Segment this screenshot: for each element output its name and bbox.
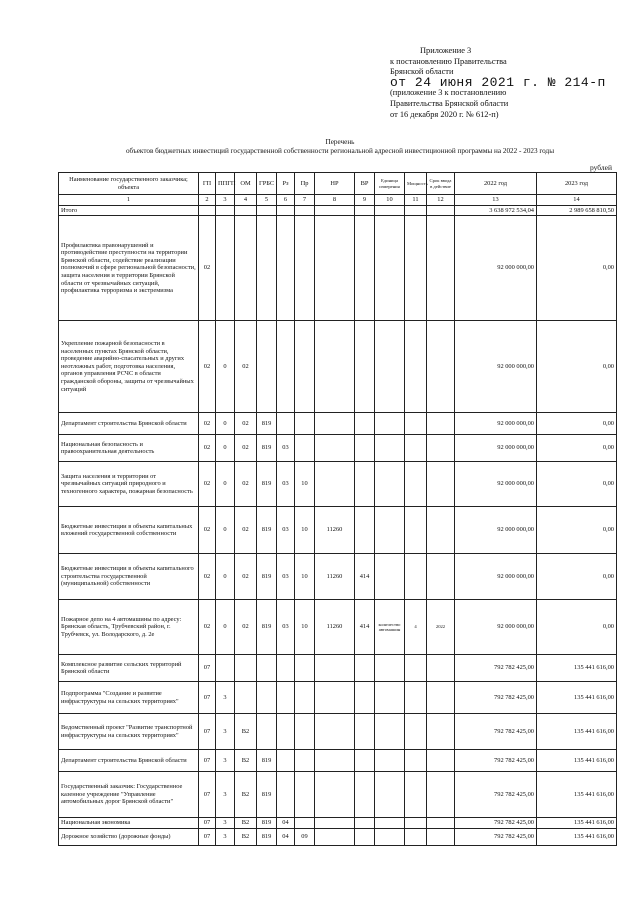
cell-y2022: 92 000 000,00 bbox=[455, 600, 537, 655]
cell-om: В2 bbox=[235, 818, 257, 829]
table-row bbox=[59, 600, 617, 655]
cell-ppgp: 0 bbox=[216, 507, 235, 554]
cell-power bbox=[405, 462, 427, 507]
cell-term bbox=[427, 682, 455, 714]
cell-pr bbox=[295, 750, 315, 772]
cell-ppgp: 3 bbox=[216, 714, 235, 750]
cell-ppgp: 3 bbox=[216, 750, 235, 772]
column-number: 10 bbox=[375, 195, 405, 206]
cell-rz: 04 bbox=[277, 828, 295, 845]
cell-term bbox=[427, 828, 455, 845]
col-header-pr: Пр bbox=[295, 173, 315, 195]
cell-term bbox=[427, 818, 455, 829]
cell-term bbox=[427, 462, 455, 507]
cell-gp: 02 bbox=[199, 507, 216, 554]
cell-y2022: 792 782 425,00 bbox=[455, 714, 537, 750]
title-line-1: Перечень bbox=[325, 138, 355, 146]
cell-term bbox=[427, 750, 455, 772]
cell-gp: 07 bbox=[199, 714, 216, 750]
column-number: 4 bbox=[235, 195, 257, 206]
cell-vr bbox=[355, 435, 375, 462]
cell-y2022: 792 782 425,00 bbox=[455, 750, 537, 772]
cell-pr: 10 bbox=[295, 462, 315, 507]
column-number: 2 bbox=[199, 195, 216, 206]
cell-vr bbox=[355, 828, 375, 845]
column-number: 5 bbox=[257, 195, 277, 206]
currency-unit: рублей bbox=[589, 163, 612, 172]
table-body bbox=[59, 205, 617, 845]
investment-table bbox=[58, 172, 617, 846]
cell-name: Государственный заказчик: Государственное казенное учреждение "Управление автомобильных дорог Брянской области" bbox=[59, 772, 199, 818]
cell-unit bbox=[375, 462, 405, 507]
cell-y2023: 135 441 616,00 bbox=[537, 655, 617, 682]
cell-pr bbox=[295, 772, 315, 818]
table-row bbox=[59, 554, 617, 600]
cell-unit bbox=[375, 772, 405, 818]
col-header-2023: 2023 год bbox=[537, 173, 617, 195]
cell-pr: 09 bbox=[295, 828, 315, 845]
cell-unit bbox=[375, 714, 405, 750]
cell-rz bbox=[277, 655, 295, 682]
cell-power bbox=[405, 714, 427, 750]
cell-y2022: 792 782 425,00 bbox=[455, 682, 537, 714]
cell-grbs bbox=[257, 714, 277, 750]
col-header-name: Наименование государственного заказчика; объекта bbox=[59, 173, 199, 195]
cell-om bbox=[235, 216, 257, 321]
table-row bbox=[59, 435, 617, 462]
cell-nr bbox=[315, 750, 355, 772]
cell-gp: 02 bbox=[199, 413, 216, 435]
cell-unit: количество автомашин bbox=[375, 600, 405, 655]
cell-term bbox=[427, 714, 455, 750]
cell-vr bbox=[355, 818, 375, 829]
cell-rz: 03 bbox=[277, 554, 295, 600]
cell-y2023: 0,00 bbox=[537, 216, 617, 321]
cell-grbs: 819 bbox=[257, 750, 277, 772]
cell-y2023: 0,00 bbox=[537, 507, 617, 554]
col-header-vr: ВР bbox=[355, 173, 375, 195]
table-row bbox=[59, 507, 617, 554]
cell-term bbox=[427, 435, 455, 462]
cell-gp: 02 bbox=[199, 462, 216, 507]
cell-y2022: 92 000 000,00 bbox=[455, 462, 537, 507]
cell-name: Укрепление пожарной безопасности в населенных пунктах Брянской области, проведение аварийно-спасательных и других неотложных работ, подготовка населения, органов управления РСЧС в области гражданской обороны, защиты от чрезвычайных ситуаций bbox=[59, 321, 199, 413]
cell-gp: 02 bbox=[199, 321, 216, 413]
column-number: 3 bbox=[216, 195, 235, 206]
cell-rz bbox=[277, 413, 295, 435]
cell-rz bbox=[277, 750, 295, 772]
cell-y2022: 792 782 425,00 bbox=[455, 772, 537, 818]
cell-y2023: 135 441 616,00 bbox=[537, 682, 617, 714]
cell-name: Итого bbox=[59, 205, 199, 216]
col-header-unit: Единица измерения bbox=[375, 173, 405, 195]
cell-ppgp bbox=[216, 216, 235, 321]
cell-unit bbox=[375, 682, 405, 714]
cell-unit bbox=[375, 554, 405, 600]
cell-power bbox=[405, 321, 427, 413]
cell-vr bbox=[355, 507, 375, 554]
cell-nr bbox=[315, 682, 355, 714]
cell-term bbox=[427, 507, 455, 554]
cell-grbs: 819 bbox=[257, 600, 277, 655]
document-header bbox=[390, 46, 630, 120]
cell-nr bbox=[315, 216, 355, 321]
cell-name: Дорожное хозяйство (дорожные фонды) bbox=[59, 828, 199, 845]
header-line-region: Брянской области bbox=[390, 67, 454, 77]
cell-power: 4 bbox=[405, 600, 427, 655]
cell-pr bbox=[295, 216, 315, 321]
cell-y2023: 0,00 bbox=[537, 600, 617, 655]
cell-ppgp: 3 bbox=[216, 828, 235, 845]
cell-om: 02 bbox=[235, 435, 257, 462]
table-row bbox=[59, 772, 617, 818]
cell-rz: 03 bbox=[277, 435, 295, 462]
cell-y2023: 0,00 bbox=[537, 554, 617, 600]
cell-nr bbox=[315, 655, 355, 682]
cell-name: Национальная экономика bbox=[59, 818, 199, 829]
cell-nr bbox=[315, 828, 355, 845]
cell-ppgp: 3 bbox=[216, 772, 235, 818]
cell-om: В2 bbox=[235, 772, 257, 818]
cell-vr bbox=[355, 750, 375, 772]
cell-vr bbox=[355, 205, 375, 216]
cell-term bbox=[427, 216, 455, 321]
cell-name: Департамент строительства Брянской области bbox=[59, 750, 199, 772]
cell-power bbox=[405, 682, 427, 714]
column-number: 12 bbox=[427, 195, 455, 206]
cell-rz bbox=[277, 682, 295, 714]
col-header-ppgp: ППГП bbox=[216, 173, 235, 195]
cell-grbs: 819 bbox=[257, 507, 277, 554]
column-number: 13 bbox=[455, 195, 537, 206]
cell-nr bbox=[315, 818, 355, 829]
cell-pr bbox=[295, 818, 315, 829]
cell-power bbox=[405, 413, 427, 435]
cell-y2022: 92 000 000,00 bbox=[455, 216, 537, 321]
title-line-2: объектов бюджетных инвестиций государственной собственности региональной адресной инвестиционной программы на 2022 - 2023 годы bbox=[125, 147, 555, 155]
header-line-prev-appendix: (приложение 3 к постановлению bbox=[390, 88, 507, 98]
cell-name: Ведомственный проект "Развитие транспортной инфраструктуры на сельских территориях" bbox=[59, 714, 199, 750]
cell-power bbox=[405, 205, 427, 216]
cell-nr bbox=[315, 435, 355, 462]
column-number: 6 bbox=[277, 195, 295, 206]
cell-ppgp: 0 bbox=[216, 413, 235, 435]
document-title bbox=[60, 138, 620, 156]
cell-y2023: 2 989 658 810,50 bbox=[537, 205, 617, 216]
cell-unit bbox=[375, 321, 405, 413]
cell-term bbox=[427, 413, 455, 435]
cell-name: Подпрограмма "Создание и развитие инфраструктуры на сельских территориях" bbox=[59, 682, 199, 714]
header-line-prev-government: Правительства Брянской области bbox=[390, 98, 509, 108]
cell-rz: 03 bbox=[277, 600, 295, 655]
cell-name: Пожарное депо на 4 автомашины по адресу: Брянская область, Трубчевский район, г. Трубчевск, ул. Володарского, д. 2е bbox=[59, 600, 199, 655]
cell-om: В2 bbox=[235, 714, 257, 750]
cell-name: Бюджетные инвестиции в объекты капитальных вложений государственной собственности bbox=[59, 507, 199, 554]
cell-unit bbox=[375, 216, 405, 321]
cell-y2023: 0,00 bbox=[537, 413, 617, 435]
cell-om: 02 bbox=[235, 413, 257, 435]
cell-unit bbox=[375, 507, 405, 554]
column-number: 11 bbox=[405, 195, 427, 206]
cell-gp: 07 bbox=[199, 828, 216, 845]
cell-rz: 04 bbox=[277, 818, 295, 829]
cell-om bbox=[235, 682, 257, 714]
cell-pr bbox=[295, 655, 315, 682]
header-line-to-resolution: к постановлению Правительства bbox=[390, 56, 507, 66]
cell-power bbox=[405, 828, 427, 845]
cell-nr bbox=[315, 714, 355, 750]
col-header-power: Мощность bbox=[405, 173, 427, 195]
cell-y2022: 792 782 425,00 bbox=[455, 655, 537, 682]
cell-nr bbox=[315, 321, 355, 413]
cell-unit bbox=[375, 413, 405, 435]
cell-vr: 414 bbox=[355, 600, 375, 655]
table-row bbox=[59, 216, 617, 321]
cell-y2023: 135 441 616,00 bbox=[537, 828, 617, 845]
cell-name: Профилактика правонарушений и противодействие преступности на территории Брянской области, содействие реализации полномочий в сфере региональной безопасности, защита населения и территории Брянской области от чрезвычайных ситуаций, профилактика терроризма и экстремизма bbox=[59, 216, 199, 321]
cell-om: 02 bbox=[235, 554, 257, 600]
cell-gp: 02 bbox=[199, 600, 216, 655]
cell-name: Национальная безопасность и правоохранительная деятельность bbox=[59, 435, 199, 462]
cell-gp: 07 bbox=[199, 655, 216, 682]
cell-term bbox=[427, 554, 455, 600]
cell-vr bbox=[355, 772, 375, 818]
cell-om: 02 bbox=[235, 507, 257, 554]
cell-pr bbox=[295, 321, 315, 413]
cell-grbs: 819 bbox=[257, 554, 277, 600]
cell-rz bbox=[277, 772, 295, 818]
cell-nr bbox=[315, 772, 355, 818]
column-number-row bbox=[59, 195, 617, 206]
cell-ppgp: 0 bbox=[216, 600, 235, 655]
table-row bbox=[59, 682, 617, 714]
cell-term bbox=[427, 655, 455, 682]
cell-vr bbox=[355, 655, 375, 682]
cell-grbs bbox=[257, 321, 277, 413]
cell-pr bbox=[295, 205, 315, 216]
cell-pr bbox=[295, 435, 315, 462]
col-header-om: ОМ bbox=[235, 173, 257, 195]
cell-y2022: 92 000 000,00 bbox=[455, 321, 537, 413]
header-line-appendix: Приложение 3 bbox=[420, 46, 472, 55]
cell-unit bbox=[375, 655, 405, 682]
cell-y2023: 135 441 616,00 bbox=[537, 818, 617, 829]
column-number: 14 bbox=[537, 195, 617, 206]
table-row bbox=[59, 413, 617, 435]
cell-om bbox=[235, 655, 257, 682]
cell-pr bbox=[295, 682, 315, 714]
table-row bbox=[59, 321, 617, 413]
cell-gp: 07 bbox=[199, 682, 216, 714]
cell-power bbox=[405, 655, 427, 682]
cell-rz bbox=[277, 205, 295, 216]
cell-om: 02 bbox=[235, 600, 257, 655]
cell-vr bbox=[355, 714, 375, 750]
col-header-term: Срок ввода в действие bbox=[427, 173, 455, 195]
cell-nr: 11260 bbox=[315, 507, 355, 554]
cell-y2022: 3 638 972 534,04 bbox=[455, 205, 537, 216]
cell-om: 02 bbox=[235, 321, 257, 413]
cell-vr bbox=[355, 462, 375, 507]
cell-rz bbox=[277, 714, 295, 750]
table-row bbox=[59, 750, 617, 772]
col-header-gp: ГП bbox=[199, 173, 216, 195]
cell-y2023: 135 441 616,00 bbox=[537, 750, 617, 772]
table-row bbox=[59, 818, 617, 829]
cell-om: В2 bbox=[235, 750, 257, 772]
cell-y2023: 0,00 bbox=[537, 321, 617, 413]
cell-name: Защита населения и территории от чрезвычайных ситуаций природного и техногенного характера, пожарная безопасность bbox=[59, 462, 199, 507]
cell-y2022: 92 000 000,00 bbox=[455, 435, 537, 462]
cell-gp: 02 bbox=[199, 216, 216, 321]
cell-term bbox=[427, 772, 455, 818]
cell-unit bbox=[375, 750, 405, 772]
cell-y2023: 135 441 616,00 bbox=[537, 714, 617, 750]
cell-y2023: 0,00 bbox=[537, 462, 617, 507]
cell-name: Департамент строительства Брянской области bbox=[59, 413, 199, 435]
cell-ppgp: 0 bbox=[216, 321, 235, 413]
cell-ppgp: 3 bbox=[216, 682, 235, 714]
cell-grbs bbox=[257, 682, 277, 714]
col-header-rz: Рз bbox=[277, 173, 295, 195]
cell-nr bbox=[315, 462, 355, 507]
cell-grbs: 819 bbox=[257, 772, 277, 818]
cell-name: Комплексное развитие сельских территорий Брянской области bbox=[59, 655, 199, 682]
cell-om: 02 bbox=[235, 462, 257, 507]
cell-ppgp: 0 bbox=[216, 462, 235, 507]
cell-rz: 03 bbox=[277, 462, 295, 507]
cell-y2022: 92 000 000,00 bbox=[455, 413, 537, 435]
cell-pr: 10 bbox=[295, 600, 315, 655]
cell-pr: 10 bbox=[295, 554, 315, 600]
cell-gp: 07 bbox=[199, 818, 216, 829]
cell-gp: 02 bbox=[199, 435, 216, 462]
cell-power bbox=[405, 772, 427, 818]
cell-grbs bbox=[257, 655, 277, 682]
cell-nr bbox=[315, 413, 355, 435]
cell-ppgp bbox=[216, 205, 235, 216]
cell-name: Бюджетные инвестиции в объекты капитального строительства государственной (муниципальной) собственности bbox=[59, 554, 199, 600]
cell-vr bbox=[355, 413, 375, 435]
header-line-prev-date: от 16 декабря 2020 г. № 612-п) bbox=[390, 109, 499, 119]
cell-y2023: 135 441 616,00 bbox=[537, 772, 617, 818]
cell-nr bbox=[315, 205, 355, 216]
cell-term bbox=[427, 205, 455, 216]
cell-ppgp bbox=[216, 655, 235, 682]
cell-grbs: 819 bbox=[257, 828, 277, 845]
cell-y2022: 92 000 000,00 bbox=[455, 554, 537, 600]
cell-unit bbox=[375, 205, 405, 216]
cell-rz bbox=[277, 216, 295, 321]
cell-gp: 07 bbox=[199, 750, 216, 772]
cell-y2022: 92 000 000,00 bbox=[455, 507, 537, 554]
cell-gp: 02 bbox=[199, 554, 216, 600]
cell-pr bbox=[295, 714, 315, 750]
cell-vr bbox=[355, 321, 375, 413]
cell-om bbox=[235, 205, 257, 216]
cell-power bbox=[405, 216, 427, 321]
cell-grbs: 819 bbox=[257, 435, 277, 462]
cell-unit bbox=[375, 818, 405, 829]
cell-unit bbox=[375, 828, 405, 845]
cell-power bbox=[405, 750, 427, 772]
cell-nr: 11260 bbox=[315, 554, 355, 600]
cell-gp: 07 bbox=[199, 772, 216, 818]
cell-nr: 11260 bbox=[315, 600, 355, 655]
cell-vr: 414 bbox=[355, 554, 375, 600]
cell-grbs bbox=[257, 205, 277, 216]
table-row bbox=[59, 462, 617, 507]
cell-power bbox=[405, 554, 427, 600]
cell-power bbox=[405, 507, 427, 554]
col-header-grbs: ГРБС bbox=[257, 173, 277, 195]
column-number: 7 bbox=[295, 195, 315, 206]
cell-term bbox=[427, 321, 455, 413]
cell-y2023: 0,00 bbox=[537, 435, 617, 462]
table-row bbox=[59, 714, 617, 750]
col-header-nr: НР bbox=[315, 173, 355, 195]
cell-om: В2 bbox=[235, 828, 257, 845]
cell-unit bbox=[375, 435, 405, 462]
cell-term: 2022 bbox=[427, 600, 455, 655]
cell-ppgp: 0 bbox=[216, 435, 235, 462]
col-header-2022: 2022 год bbox=[455, 173, 537, 195]
cell-grbs: 819 bbox=[257, 462, 277, 507]
cell-vr bbox=[355, 216, 375, 321]
cell-power bbox=[405, 435, 427, 462]
cell-y2022: 792 782 425,00 bbox=[455, 818, 537, 829]
header-line-date-number: от 24 июня 2021 г. № 214-п bbox=[390, 74, 606, 90]
cell-ppgp: 0 bbox=[216, 554, 235, 600]
cell-gp bbox=[199, 205, 216, 216]
column-number: 1 bbox=[59, 195, 199, 206]
column-number: 9 bbox=[355, 195, 375, 206]
cell-pr bbox=[295, 413, 315, 435]
cell-pr: 10 bbox=[295, 507, 315, 554]
column-number: 8 bbox=[315, 195, 355, 206]
table-row bbox=[59, 205, 617, 216]
cell-power bbox=[405, 818, 427, 829]
cell-vr bbox=[355, 682, 375, 714]
cell-rz: 03 bbox=[277, 507, 295, 554]
cell-grbs bbox=[257, 216, 277, 321]
cell-ppgp: 3 bbox=[216, 818, 235, 829]
cell-rz bbox=[277, 321, 295, 413]
cell-y2022: 792 782 425,00 bbox=[455, 828, 537, 845]
cell-grbs: 819 bbox=[257, 413, 277, 435]
table-row bbox=[59, 828, 617, 845]
cell-grbs: 819 bbox=[257, 818, 277, 829]
table-row bbox=[59, 655, 617, 682]
